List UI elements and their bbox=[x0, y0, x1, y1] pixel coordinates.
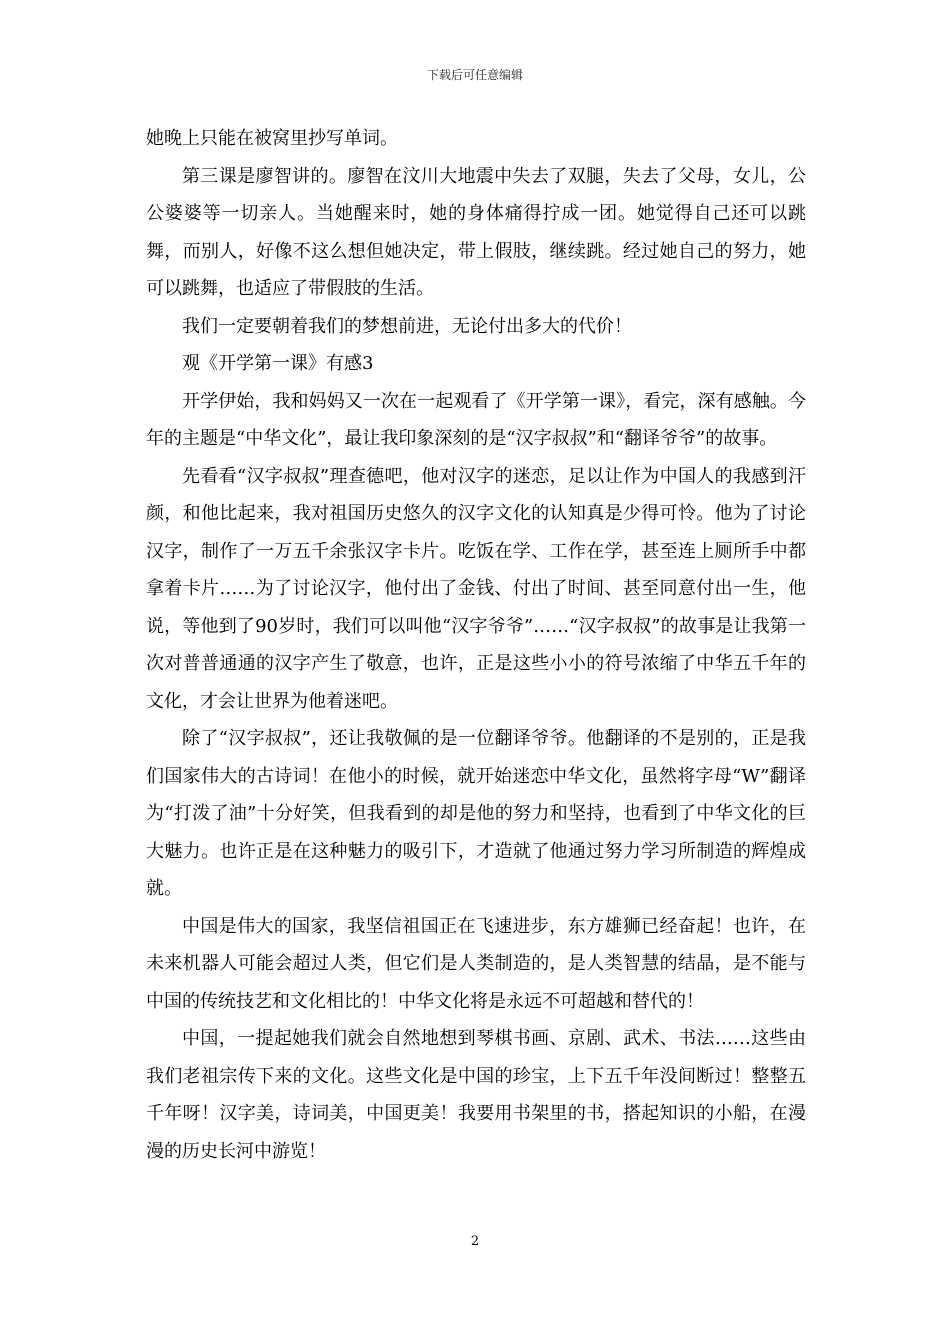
paragraph: 中国，一提起她我们就会自然地想到琴棋书画、京剧、武术、书法……这些由我们老祖宗传下来的文化。这些文化是中国的珍宝，上下五千年没间断过！整整五千年呀！汉字美，诗词美，中国更美！我要用书架里的书，搭起知识的小船，在漫漫的历史长河中游览！ bbox=[146, 1028, 806, 1162]
section-title: 观《开学第一课》有感3 bbox=[182, 353, 374, 374]
paragraph: 她晚上只能在被窝里抄写单词。 bbox=[146, 128, 398, 149]
paragraph: 开学伊始，我和妈妈又一次在一起观看了《开学第一课》，看完，深有感触。今年的主题是“中华文化”，最让我印象深刻的是“汉字叔叔”和“翻译爷爷”的故事。 bbox=[146, 390, 806, 449]
page-header: 下载后可任意编辑 bbox=[426, 68, 523, 82]
paragraph: 先看看“汉字叔叔”理查德吧，他对汉字的迷恋，足以让作为中国人的我感到汗颜，和他比起来，我对祖国历史悠久的汉字文化的认知真是少得可怜。他为了讨论汉字，制作了一万五千余张汉字卡片。吃饭在学、工作在学，甚至连上厕所手中都拿着卡片……为了讨论汉字，他付出了金钱、付出了时间、甚至同意付出一生，他说，等他到了90岁时，我们可以叫他“汉字爷爷”……“汉字叔叔”的故事是让我第一次对普普通通的汉字产生了敬意，也许，正是这些小小的符号浓缩了中华五千年的文化，才会让世界为他着迷吧。 bbox=[146, 465, 806, 712]
document-body bbox=[146, 120, 806, 1170]
paragraph: 除了“汉字叔叔”，还让我敬佩的是一位翻译爷爷。他翻译的不是别的，正是我们国家伟大的古诗词！在他小的时候，就开始迷恋中华文化，虽然将字母“W”翻译为“打泼了油”十分好笑，但我看到的却是他的努力和坚持，也看到了中华文化的巨大魅力。也许正是在这种魅力的吸引下，才造就了他通过努力学习所制造的辉煌成就。 bbox=[146, 728, 806, 899]
paragraph: 我们一定要朝着我们的梦想前进，无论付出多大的代价！ bbox=[182, 315, 632, 337]
paragraph: 中国是伟大的国家，我坚信祖国正在飞速进步，东方雄狮已经奋起！也许，在未来机器人可能会超过人类，但它们是人类制造的，是人类智慧的结晶，是不能与中国的传统技艺和文化相比的！中华文化将是永远不可超越和替代的！ bbox=[146, 915, 806, 1012]
page-number: 2 bbox=[470, 1234, 480, 1249]
paragraph: 第三课是廖智讲的。廖智在汶川大地震中失去了双腿，失去了父母，女儿，公公婆婆等一切亲人。当她醒来时，她的身体痛得拧成一团。她觉得自己还可以跳舞，而别人，好像不这么想但她决定，带上假肢，继续跳。经过她自己的努力，她可以跳舞，也适应了带假肢的生活。 bbox=[146, 165, 806, 299]
